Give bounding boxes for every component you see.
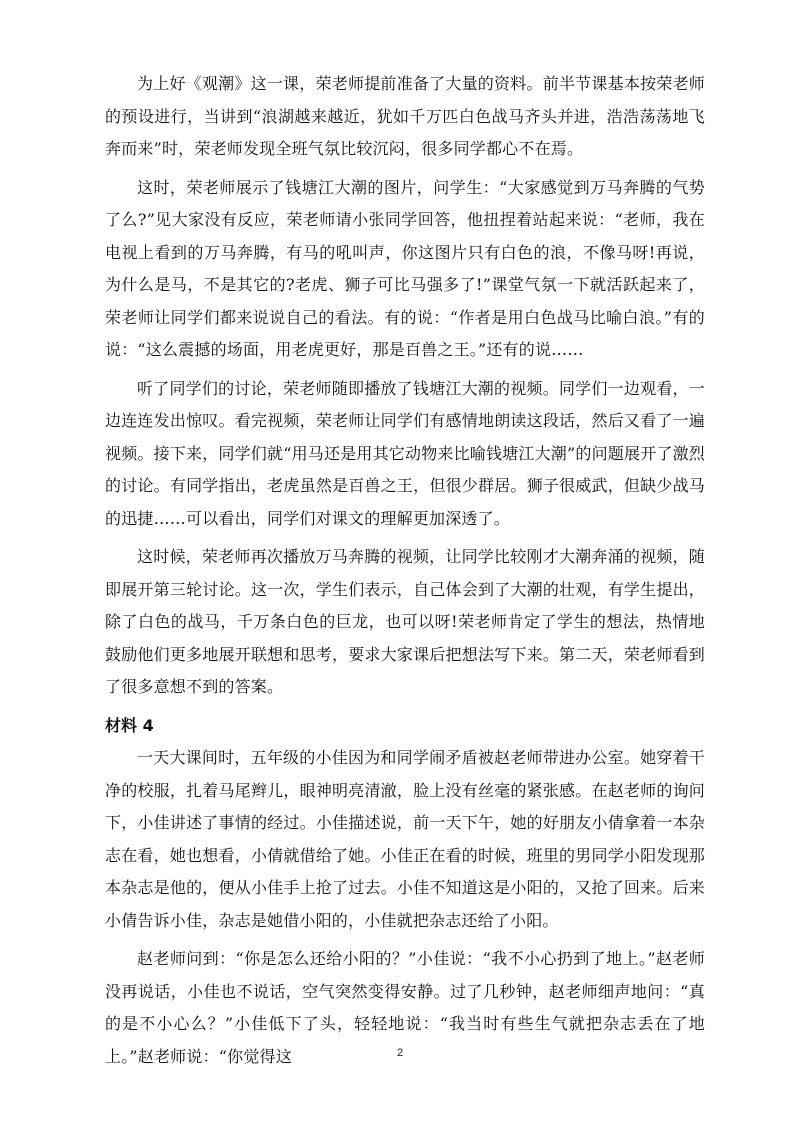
paragraph-1: 为上好《观潮》这一课，荣老师提前准备了大量的资料。前半节课基本按荣老师的预设进行，当讲到“浪湖越来越近，犹如千万匹白色战马齐头并进，浩浩荡荡地飞奔而来”时，荣老师发现全班气氛比较沉闷，很多同学都心不在焉。 [105, 74, 705, 158]
page-number: 2 [396, 1047, 404, 1059]
section-heading: 材料 4 [105, 715, 154, 735]
document-body [105, 68, 705, 1079]
paragraph-3: 听了同学们的讨论，荣老师随即播放了钱塘江大潮的视频。同学们一边观看，一边连连发出惊叹。看完视频，荣老师让同学们有感情地朗读这段话，然后又看了一遍视频。接下来，同学们就“用马还是用其它动物来比喻钱塘江大潮”的问题展开了激烈的讨论。有同学指出，老虎虽然是百兽之王，但很少群居。狮子很威武，但缺少战马的迅捷……可以看出，同学们对课文的理解更加深透了。 [105, 378, 705, 528]
paragraph-4: 这时候，荣老师再次播放万马奔腾的视频，让同学比较刚才大潮奔涌的视频，随即展开第三轮讨论。这一次，学生们表示，自己体会到了大潮的壮观，有学生提出，除了白色的战马，千万条白色的巨龙，也可以呀!荣老师肯定了学生的想法，热情地鼓励他们更多地展开联想和思考，要求大家课后把想法写下来。第二天，荣老师看到了很多意想不到的答案。 [105, 547, 705, 696]
section-paragraph-1: 一天大课间时，五年级的小佳因为和同学闹矛盾被赵老师带进办公室。她穿着干净的校服，扎着马尾辫儿，眼神明亮清澈，脸上没有丝毫的紧张感。在赵老师的询问下，小佳讲述了事情的经过。小佳描述说，前一天下午，她的好朋友小倩拿着一本杂志在看，她也想看，小倩就借给了她。小佳正在看的时候，班里的男同学小阳发现那本杂志是他的，便从小佳手上抢了过去。小佳不知道这是小阳的，又抢了回来。后来小倩告诉小佳，杂志是她借小阳的，小佳就把杂志还给了小阳。 [105, 748, 705, 930]
paragraph-2: 这时，荣老师展示了钱塘江大潮的图片，问学生：“大家感觉到万马奔腾的气势了么?”见大家没有反应，荣老师请小张同学回答，他扭捏着站起来说：“老师，我在电视上看到的万马奔腾，有马的吼叫声，你这图片只有白色的浪，不像马呀!再说，为什么是马，不是其它的?老虎、狮子可比马强多了!”课堂气氛一下就活跃起来了，荣老师让同学们都来说说自己的看法。有的说：“作者是用白色战马比喻白浪。”有的说：“这么震撼的场面，用老虎更好，那是百兽之王。”还有的说…… [105, 177, 705, 359]
section-paragraph-2: 赵老师问到：“你是怎么还给小阳的？”小佳说：“我不小心扔到了地上。”赵老师没再说话，小佳也不说话，空气突然变得安静。过了几秒钟，赵老师细声地问：“真的是不小心么？”小佳低下了头，轻轻地说：“我当时有些生气就把杂志丢在了地上。”赵老师说：“你觉得这 [105, 949, 705, 1066]
